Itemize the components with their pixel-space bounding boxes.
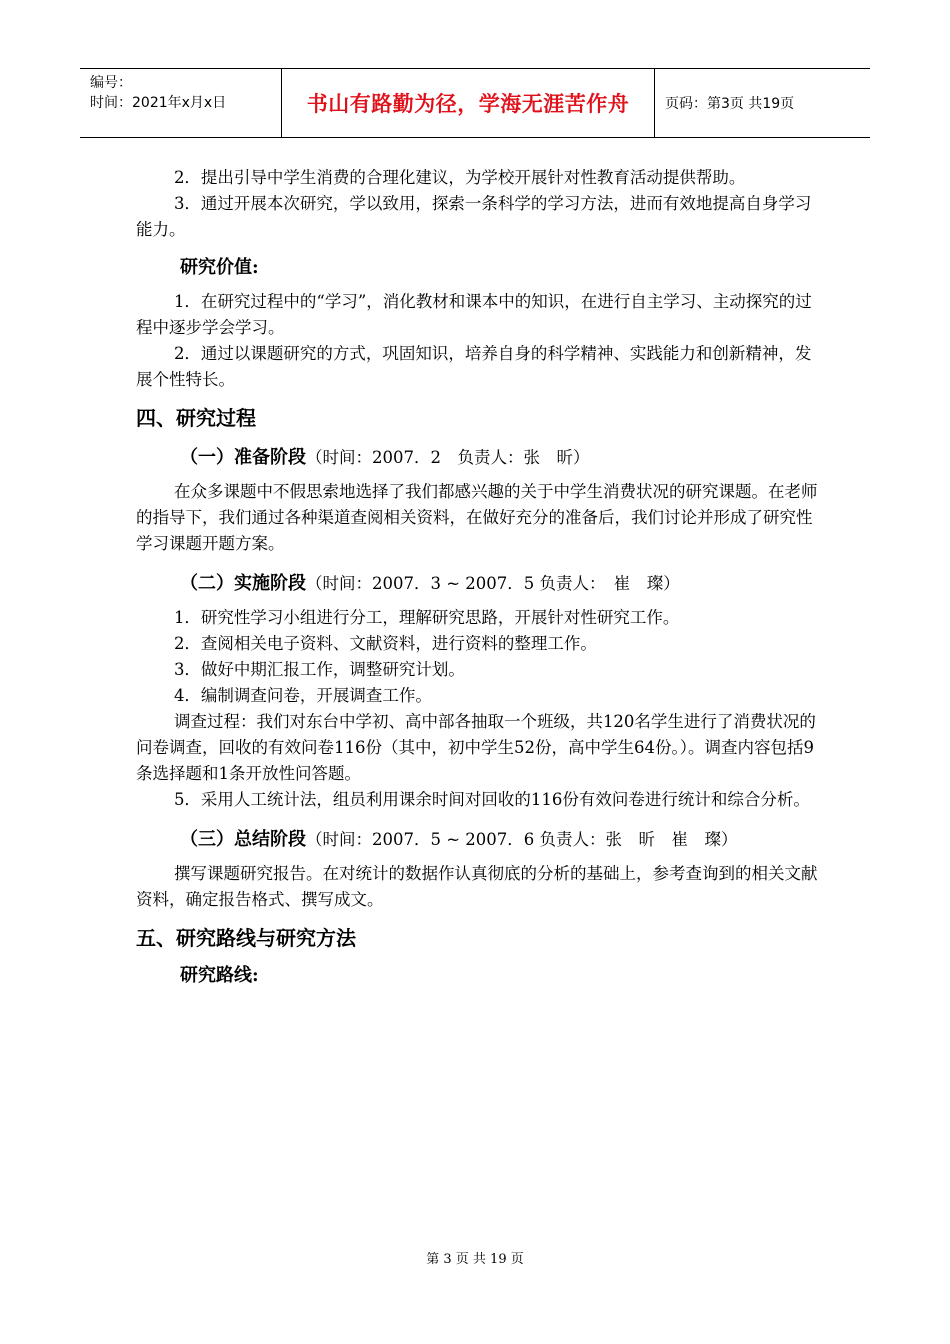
number-label: 编号： <box>90 75 132 91</box>
list-item: 1．研究性学习小组进行分工，理解研究思路，开展针对性研究工作。 <box>173 608 680 627</box>
stage-title: （二）实施阶段 <box>180 573 306 594</box>
subheading-research-value: 研究价值: <box>180 257 259 278</box>
stage-meta: （时间：2007．2 负责人：张 昕） <box>306 448 590 467</box>
page-footer: 第 3 页 共 19 页 <box>426 1252 524 1267</box>
paragraph: 2．通过以课题研究的方式，巩固知识，培养自身的科学精神、实践能力和创新精神，发展个性特长。 <box>136 344 812 389</box>
paragraph: 3．通过开展本次研究，学以致用，探索一条科学的学习方法，进而有效地提高自身学习能力。 <box>136 194 812 239</box>
stage-1-heading <box>136 445 826 471</box>
time-label: 时间：2021年x月x日 <box>90 95 227 111</box>
paragraph: 2．提出引导中学生消费的合理化建议，为学校开展针对性教育活动提供帮助。 <box>173 168 746 187</box>
section-heading-5: 五、研究路线与研究方法 <box>136 926 356 950</box>
header-page-info: 页码：第3页 共19页 <box>665 96 795 112</box>
stage-meta: （时间：2007．3 ~ 2007．5 负责人： 崔 璨） <box>306 574 680 593</box>
paragraph: 5．采用人工统计法，组员利用课余时间对回收的116份有效问卷进行统计和综合分析。 <box>173 790 810 809</box>
section-heading-4: 四、研究过程 <box>136 406 256 430</box>
header-meta <box>80 69 282 137</box>
paragraph: 调查过程：我们对东台中学初、高中部各抽取一个班级，共120名学生进行了消费状况的问卷调查，回收的有效问卷116份（其中，初中学生52份，高中学生64份。）。调查内容包括9条选择题和1条开放性问答题。 <box>136 712 816 783</box>
stage-meta: （时间：2007．5 ~ 2007．6 负责人：张 昕 崔 璨） <box>306 830 738 849</box>
list-item: 3．做好中期汇报工作，调整研究计划。 <box>173 660 465 679</box>
stage-2-heading <box>136 571 826 597</box>
stage-3-heading <box>136 827 826 853</box>
paragraph: 撰写课题研究报告。在对统计的数据作认真彻底的分析的基础上，参考查询到的相关文献资料，确定报告格式、撰写成文。 <box>136 864 818 909</box>
stage-title: （一）准备阶段 <box>180 447 306 468</box>
subheading-research-route: 研究路线: <box>180 965 259 986</box>
document-body <box>136 165 826 997</box>
header-motto: 书山有路勤为径，学海无涯苦作舟 <box>282 69 655 137</box>
paragraph: 在众多课题中不假思索地选择了我们都感兴趣的关于中学生消费状况的研究课题。在老师的指导下，我们通过各种渠道查阅相关资料，在做好充分的准备后，我们讨论并形成了研究性学习课题开题方案。 <box>136 482 818 553</box>
paragraph: 1．在研究过程中的“学习”，消化教材和课本中的知识，在进行自主学习、主动探究的过程中逐步学会学习。 <box>136 292 812 337</box>
page-header <box>80 68 870 138</box>
list-item: 4．编制调查问卷，开展调查工作。 <box>173 686 432 705</box>
list-item: 2．查阅相关电子资料、文献资料，进行资料的整理工作。 <box>173 634 597 653</box>
stage-title: （三）总结阶段 <box>180 829 306 850</box>
